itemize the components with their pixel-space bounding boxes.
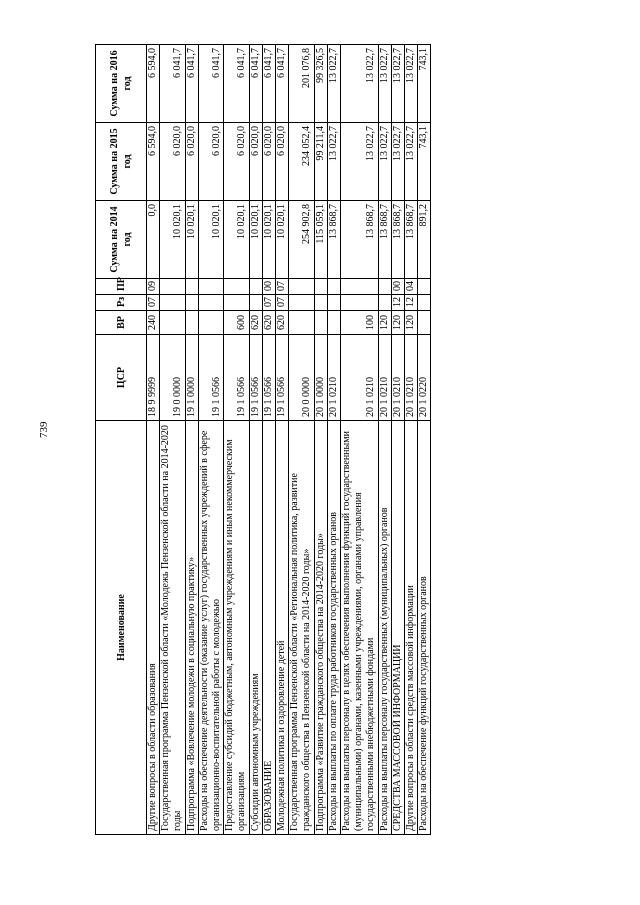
row-sum-2015: 6 020,0 [185, 123, 198, 201]
row-rz [160, 295, 185, 311]
row-pr: 00 [262, 279, 275, 295]
table-row [341, 45, 379, 835]
row-sum-2016: 6 041,7 [160, 45, 185, 123]
row-sum-2014: 10 020,1 [198, 201, 223, 279]
row-vr: 240 [147, 311, 160, 335]
table-row [418, 45, 431, 835]
row-sum-2016: 6 041,7 [262, 45, 275, 123]
row-name: Расходы на обеспечение деятельности (оказание услуг) государственных учреждений в сфере организационно-воспитательной работы с молодежью [198, 421, 223, 835]
row-rz [314, 295, 327, 311]
row-rz [249, 295, 262, 311]
row-rz [224, 295, 249, 311]
row-name: Молодежная политика и оздоровление детей [276, 421, 289, 835]
row-rz [418, 295, 431, 311]
row-pr: 07 [276, 279, 289, 295]
row-sum-2015: 743,1 [418, 123, 431, 201]
row-sum-2016: 13 022,7 [391, 45, 404, 123]
table-row [249, 45, 262, 835]
table-row [378, 45, 391, 835]
row-csr: 19 1 0566 [224, 335, 249, 421]
row-sum-2016: 13 022,7 [378, 45, 391, 123]
row-sum-2014: 10 020,1 [185, 201, 198, 279]
row-sum-2016: 13 022,7 [405, 45, 418, 123]
row-rz: 12 [391, 295, 404, 311]
row-csr: 19 1 0566 [249, 335, 262, 421]
row-sum-2014: 254 902,8 [289, 201, 314, 279]
row-csr: 20 1 0210 [378, 335, 391, 421]
row-vr [327, 311, 340, 335]
row-sum-2016: 6 594,0 [147, 45, 160, 123]
row-csr: 20 1 0210 [405, 335, 418, 421]
row-name: Расходы на выплаты персоналу в целях обеспечения выполнения функций государственными (муниципальными) органами, казенными учреждениями, органами управления государственными внебюджетными фондами [341, 421, 379, 835]
row-sum-2015: 13 022,7 [378, 123, 391, 201]
row-vr [314, 311, 327, 335]
row-sum-2016: 201 076,8 [289, 45, 314, 123]
table-row [224, 45, 249, 835]
row-sum-2015: 13 022,7 [405, 123, 418, 201]
row-csr: 20 0 0000 [289, 335, 314, 421]
row-sum-2016: 13 022,7 [341, 45, 379, 123]
header-sum-2015: Сумма на 2015 год [96, 123, 147, 201]
row-csr: 19 1 0000 [185, 335, 198, 421]
row-name: Другие вопросы в области образования [147, 421, 160, 835]
row-rz [289, 295, 314, 311]
row-vr [198, 311, 223, 335]
row-name: Расходы на выплаты персоналу государственных (муниципальных) органов [378, 421, 391, 835]
row-sum-2014: 891,2 [418, 201, 431, 279]
row-vr: 100 [341, 311, 379, 335]
row-vr: 120 [405, 311, 418, 335]
row-sum-2016: 99 326,5 [314, 45, 327, 123]
row-sum-2014: 13 868,7 [405, 201, 418, 279]
row-sum-2014: 13 868,7 [327, 201, 340, 279]
row-sum-2015: 6 594,0 [147, 123, 160, 201]
row-sum-2015: 6 020,0 [262, 123, 275, 201]
table-row [147, 45, 160, 835]
header-sum-2016: Сумма на 2016 год [96, 45, 147, 123]
row-vr: 620 [249, 311, 262, 335]
row-pr [249, 279, 262, 295]
row-pr [198, 279, 223, 295]
row-sum-2014: 10 020,1 [249, 201, 262, 279]
row-vr [289, 311, 314, 335]
row-pr [224, 279, 249, 295]
row-sum-2016: 743,1 [418, 45, 431, 123]
row-csr: 20 1 0210 [341, 335, 379, 421]
row-name: Государственная программа Пензенской области «Молодежь Пензенской области на 2014-2020 годы [160, 421, 185, 835]
table-row [185, 45, 198, 835]
row-vr: 120 [378, 311, 391, 335]
header-pr: ПР [96, 279, 147, 295]
row-csr: 19 1 0566 [276, 335, 289, 421]
header-rz: Рз [96, 295, 147, 311]
page-number: 739 [38, 421, 50, 438]
row-vr [160, 311, 185, 335]
row-rz [185, 295, 198, 311]
row-sum-2015: 234 052,4 [289, 123, 314, 201]
row-rz [341, 295, 379, 311]
row-rz: 07 [276, 295, 289, 311]
row-rz: 07 [147, 295, 160, 311]
table-row [276, 45, 289, 835]
row-sum-2014: 10 020,1 [224, 201, 249, 279]
row-vr: 120 [391, 311, 404, 335]
row-sum-2015: 13 022,7 [327, 123, 340, 201]
row-name: Расходы на обеспечение функций государственных органов [418, 421, 431, 835]
row-pr [378, 279, 391, 295]
row-pr [327, 279, 340, 295]
row-rz [327, 295, 340, 311]
row-sum-2016: 6 041,7 [276, 45, 289, 123]
row-pr [160, 279, 185, 295]
row-vr: 620 [276, 311, 289, 335]
row-pr: 00 [391, 279, 404, 295]
row-sum-2014: 0,0 [147, 201, 160, 279]
row-sum-2014: 13 868,7 [391, 201, 404, 279]
row-csr: 19 0 0000 [160, 335, 185, 421]
row-sum-2014: 115 059,1 [314, 201, 327, 279]
row-vr: 620 [262, 311, 275, 335]
row-sum-2014: 13 868,7 [341, 201, 379, 279]
row-pr [418, 279, 431, 295]
row-pr [341, 279, 379, 295]
budget-table [95, 44, 431, 835]
row-sum-2015: 13 022,7 [391, 123, 404, 201]
row-name: Подпрограмма «Вовлечение молодежи в социальную практику» [185, 421, 198, 835]
row-pr [289, 279, 314, 295]
row-sum-2016: 6 041,7 [198, 45, 223, 123]
row-name: Предоставление субсидий бюджетным, автономным учреждениям и иным некоммерческим организациям [224, 421, 249, 835]
row-csr: 18 9 9999 [147, 335, 160, 421]
row-sum-2015: 6 020,0 [160, 123, 185, 201]
table-row [405, 45, 418, 835]
row-name: Подпрограмма «Развитие гражданского общества на 2014-2020 годы» [314, 421, 327, 835]
row-sum-2016: 13 022,7 [327, 45, 340, 123]
rotated-table-container [95, 45, 540, 835]
row-sum-2015: 6 020,0 [276, 123, 289, 201]
row-vr [185, 311, 198, 335]
table-row [327, 45, 340, 835]
row-name: Государственная программа Пензенской области «Региональная политика, развитие гражданского общества в Пензенской области на 2014-2020 годы» [289, 421, 314, 835]
header-vr: ВР [96, 311, 147, 335]
table-row [160, 45, 185, 835]
row-sum-2015: 6 020,0 [249, 123, 262, 201]
row-sum-2015: 6 020,0 [198, 123, 223, 201]
row-name: Другие вопросы в области средств массовой информации [405, 421, 418, 835]
table-row [314, 45, 327, 835]
row-csr: 20 1 0210 [391, 335, 404, 421]
row-rz: 12 [405, 295, 418, 311]
table-row [289, 45, 314, 835]
row-sum-2016: 6 041,7 [185, 45, 198, 123]
row-pr: 09 [147, 279, 160, 295]
row-rz [198, 295, 223, 311]
row-rz: 07 [262, 295, 275, 311]
row-csr: 20 1 0000 [314, 335, 327, 421]
row-csr: 20 1 0220 [418, 335, 431, 421]
row-sum-2016: 6 041,7 [224, 45, 249, 123]
row-sum-2014: 10 020,1 [262, 201, 275, 279]
table-row [262, 45, 275, 835]
row-sum-2015: 13 022,7 [341, 123, 379, 201]
row-csr: 20 1 0210 [327, 335, 340, 421]
row-name: Расходы на выплаты по оплате труда работников государственных органов [327, 421, 340, 835]
table-header-row [96, 45, 147, 835]
row-rz [378, 295, 391, 311]
row-sum-2014: 10 020,1 [276, 201, 289, 279]
table-row [198, 45, 223, 835]
row-sum-2016: 6 041,7 [249, 45, 262, 123]
header-csr: ЦСР [96, 335, 147, 421]
row-sum-2014: 10 020,1 [160, 201, 185, 279]
row-csr: 19 1 0566 [262, 335, 275, 421]
row-vr [418, 311, 431, 335]
row-name: Субсидии автономным учреждениям [249, 421, 262, 835]
row-name: ОБРАЗОВАНИЕ [262, 421, 275, 835]
row-csr: 19 1 0566 [198, 335, 223, 421]
row-pr [314, 279, 327, 295]
table-body [147, 45, 431, 835]
header-sum-2014: Сумма на 2014 год [96, 201, 147, 279]
row-pr [185, 279, 198, 295]
row-name: СРЕДСТВА МАССОВОЙ ИНФОРМАЦИИ [391, 421, 404, 835]
header-name: Наименование [96, 421, 147, 835]
row-vr: 600 [224, 311, 249, 335]
row-sum-2015: 99 211,4 [314, 123, 327, 201]
row-pr: 04 [405, 279, 418, 295]
row-sum-2015: 6 020,0 [224, 123, 249, 201]
row-sum-2014: 13 868,7 [378, 201, 391, 279]
table-row [391, 45, 404, 835]
